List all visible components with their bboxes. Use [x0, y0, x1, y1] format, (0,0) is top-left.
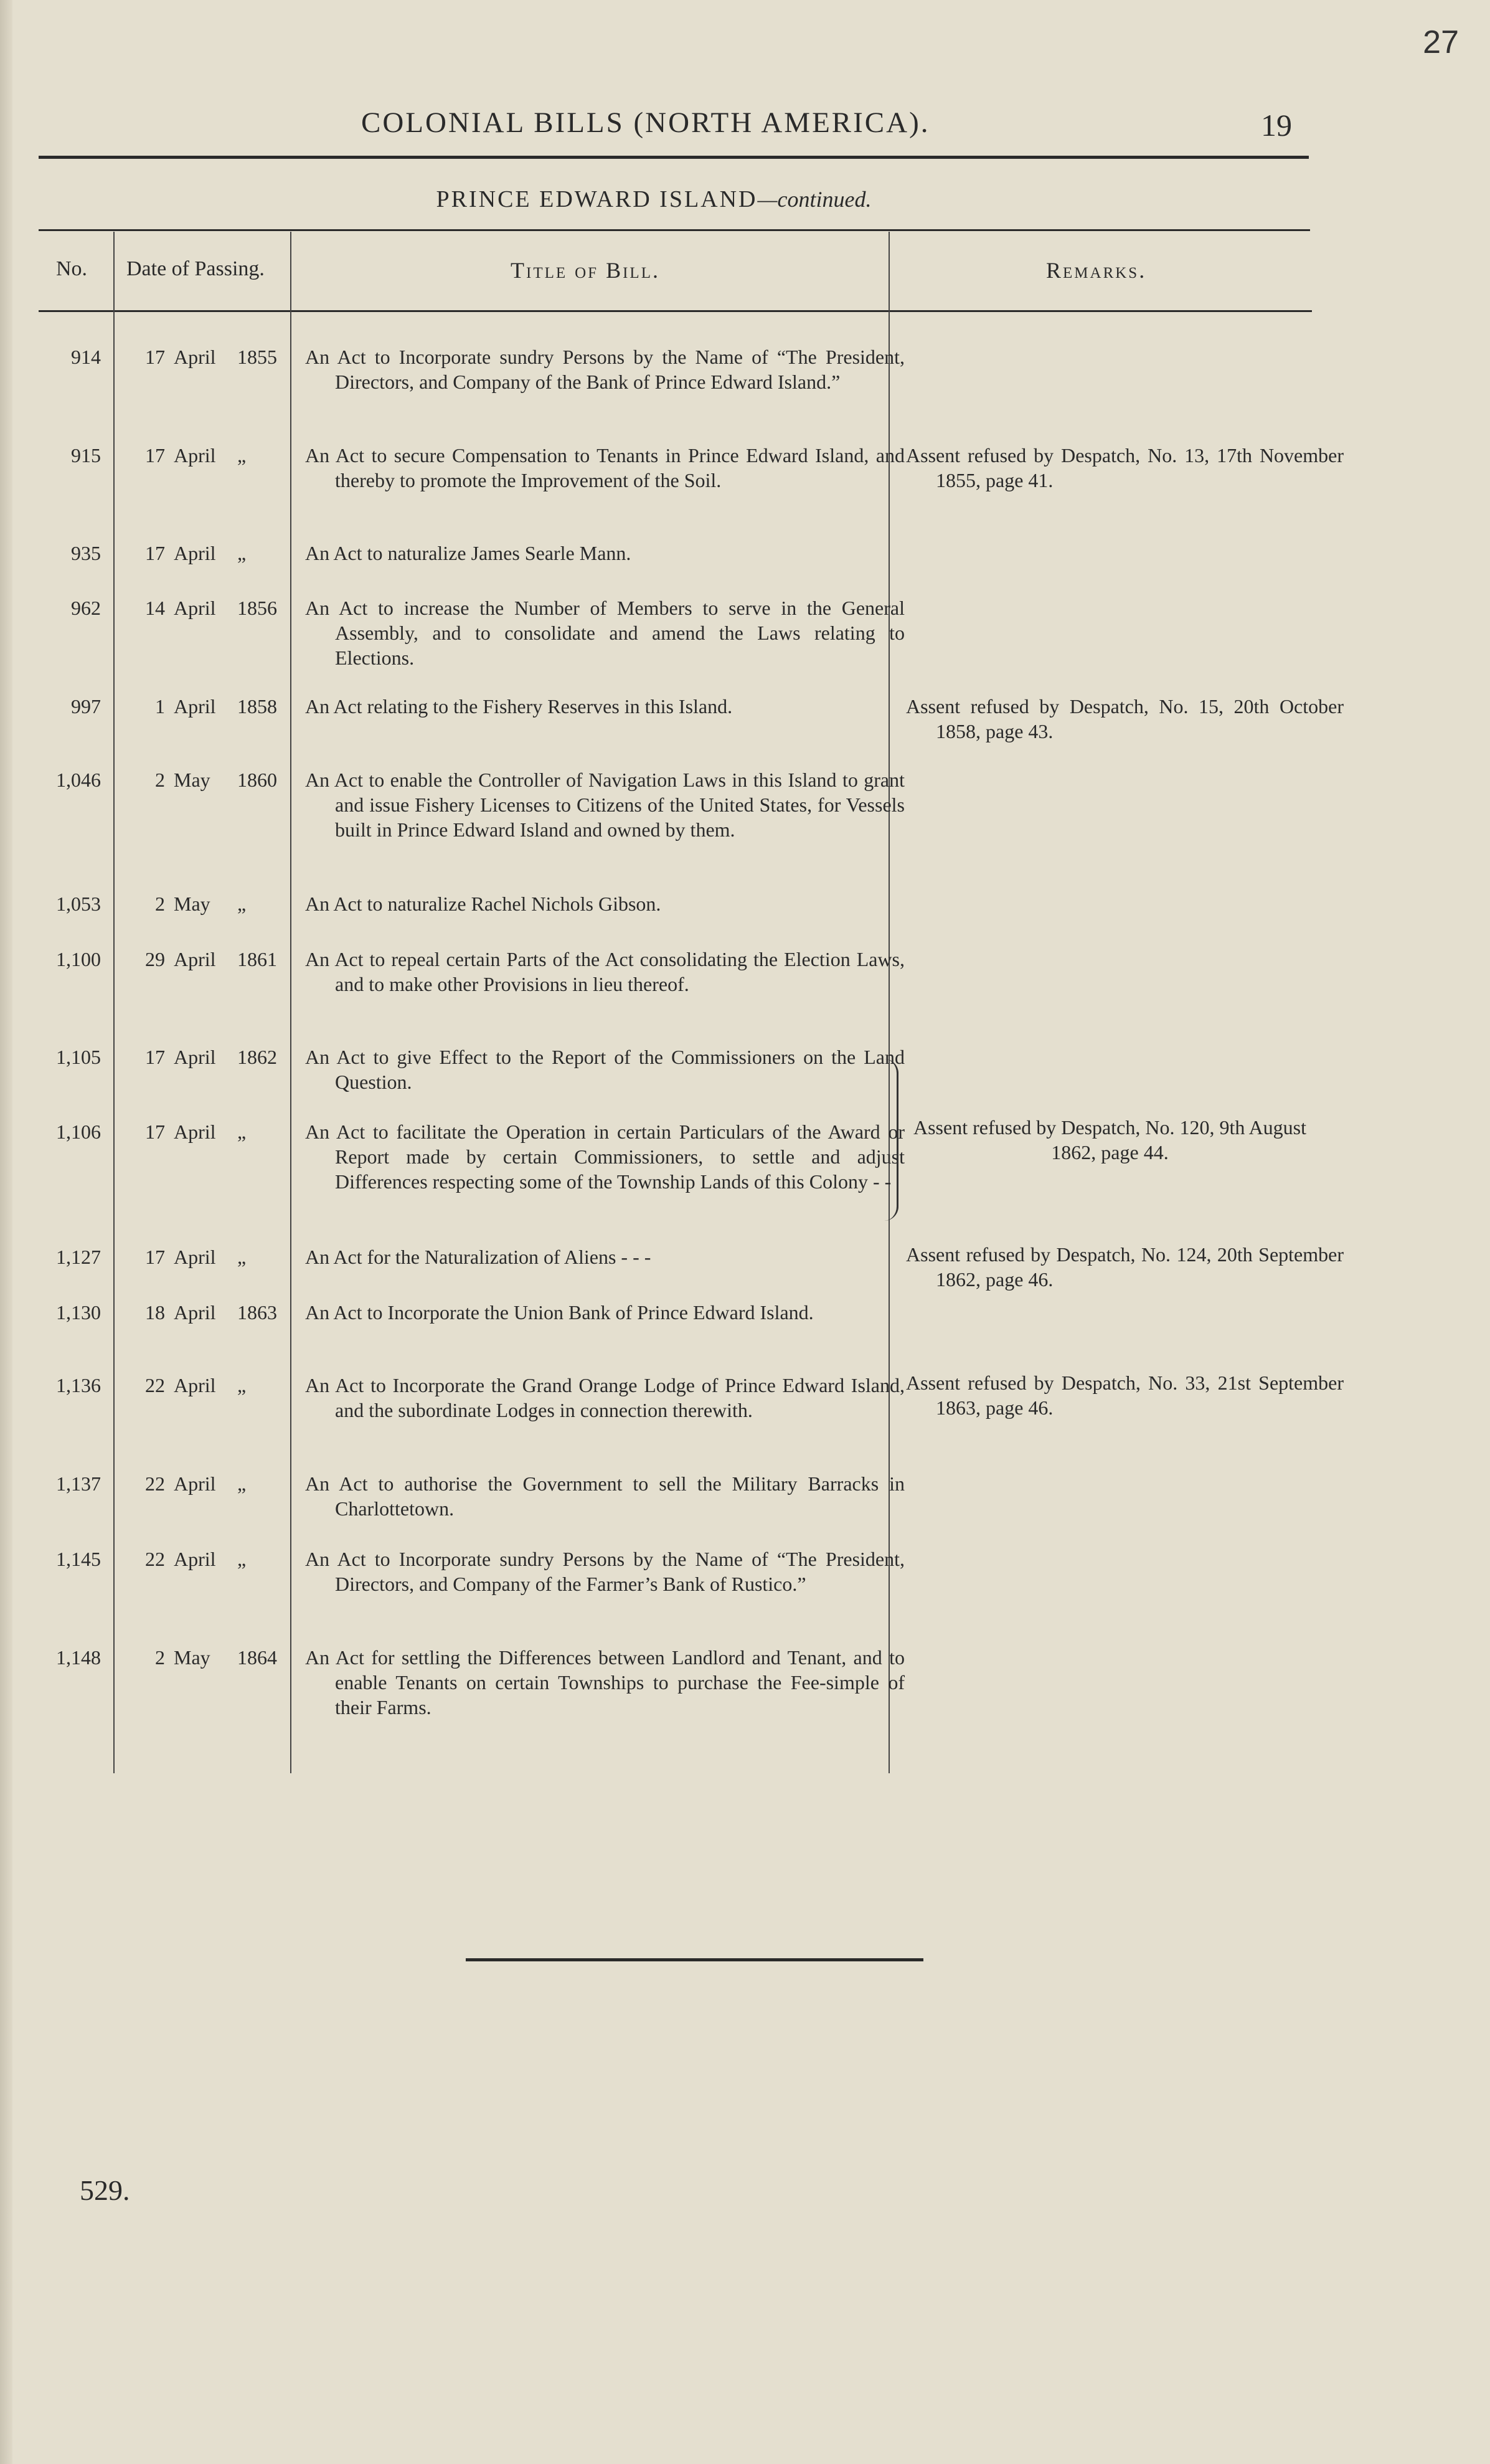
row-year: 1862 — [237, 1046, 277, 1068]
brace-title — [884, 1059, 898, 1221]
row-day: 1 — [155, 695, 165, 718]
row-year: „ — [237, 1121, 247, 1143]
row-number: 962 — [71, 597, 101, 619]
column-header-date: Date of Passing. — [126, 257, 265, 280]
row-year: 1855 — [237, 346, 277, 368]
row-month: May — [174, 1646, 210, 1669]
section-title-text: PRINCE EDWARD ISLAND — [436, 186, 758, 212]
row-remark: Assent refused by Despatch, No. 124, 20th September 1862, page 46. — [906, 1243, 1344, 1291]
row-month: April — [174, 695, 216, 718]
row-title: An Act to facilitate the Operation in certain Particulars of the Award or Report made by certain Commissioners, to settle and adjust Differences respecting some of the Township Lands of this Colony - - — [305, 1121, 905, 1193]
row-year: „ — [237, 1246, 247, 1268]
row-month: April — [174, 1121, 216, 1143]
row-date — [125, 767, 280, 792]
row-date — [125, 1547, 280, 1571]
row-number: 997 — [71, 695, 101, 718]
row-date — [125, 1471, 280, 1496]
row-number: 1,148 — [56, 1646, 101, 1669]
row-number: 1,145 — [56, 1548, 101, 1570]
row-day: 17 — [145, 1046, 165, 1068]
row-date — [125, 1045, 280, 1069]
row-title: An Act to naturalize James Searle Mann. — [305, 542, 631, 564]
row-title: An Act relating to the Fishery Reserves in this Island. — [305, 695, 733, 718]
row-number: 915 — [71, 444, 101, 467]
section-title — [0, 186, 1308, 213]
row-number: 1,100 — [56, 948, 101, 970]
column-divider-1 — [113, 232, 115, 1773]
row-year: „ — [237, 893, 247, 915]
row-year: „ — [237, 542, 247, 564]
row-day: 22 — [145, 1548, 165, 1570]
row-title: An Act to authorise the Government to sell the Military Barracks in Charlottetown. — [305, 1472, 905, 1520]
row-month: April — [174, 597, 216, 619]
row-number: 1,046 — [56, 769, 101, 791]
running-head: COLONIAL BILLS (NORTH AMERICA). — [361, 107, 930, 139]
row-month: April — [174, 1301, 216, 1324]
row-remark: Assent refused by Despatch, No. 120, 9th August 1862, page 44. — [913, 1116, 1307, 1163]
column-header-no: No. — [56, 257, 88, 280]
row-title: An Act to Incorporate sundry Persons by the Name of “The President, Directors, and Company of the Bank of Prince Edward Island.” — [305, 346, 905, 393]
row-remark: Assent refused by Despatch, No. 13, 17th November 1855, page 41. — [906, 444, 1344, 491]
row-year: 1861 — [237, 948, 277, 970]
row-month: April — [174, 1548, 216, 1570]
row-number: 1,105 — [56, 1046, 101, 1068]
row-month: April — [174, 1046, 216, 1068]
row-year: 1858 — [237, 695, 277, 718]
row-month: April — [174, 948, 216, 970]
row-date — [125, 344, 280, 369]
row-title: An Act to naturalize Rachel Nichols Gibson. — [305, 893, 661, 915]
table-head-rule — [39, 310, 1312, 312]
row-number: 1,137 — [56, 1472, 101, 1495]
row-month: April — [174, 346, 216, 368]
row-title: An Act to secure Compensation to Tenants in Prince Edward Island, and thereby to promote the Improvement of the Soil. — [305, 444, 905, 491]
row-number: 1,106 — [56, 1121, 101, 1143]
row-year: 1856 — [237, 597, 277, 619]
row-title: An Act to give Effect to the Report of the Commissioners on the Land Question. — [305, 1046, 905, 1093]
row-month: April — [174, 1374, 216, 1396]
row-title: An Act for the Naturalization of Aliens - - - — [305, 1246, 651, 1268]
row-day: 29 — [145, 948, 165, 970]
row-number: 935 — [71, 542, 101, 564]
row-title: An Act to repeal certain Parts of the Act consolidating the Election Laws, and to make other Provisions in lieu thereof. — [305, 948, 905, 995]
row-day: 22 — [145, 1374, 165, 1396]
row-title: An Act to Incorporate sundry Persons by the Name of “The President, Directors, and Company of the Farmer’s Bank of Rustico.” — [305, 1548, 905, 1595]
row-day: 17 — [145, 1121, 165, 1143]
row-month: April — [174, 1472, 216, 1495]
row-day: 2 — [155, 769, 165, 791]
row-date — [125, 1119, 280, 1144]
section-title-suffix: —continued. — [757, 187, 872, 212]
row-remark: Assent refused by Despatch, No. 33, 21st September 1863, page 46. — [906, 1372, 1344, 1419]
row-date — [125, 1373, 280, 1398]
row-title: An Act to Incorporate the Union Bank of Prince Edward Island. — [305, 1301, 814, 1324]
row-title: An Act to increase the Number of Members to serve in the General Assembly, and to consolidate and amend the Laws relating to Elections. — [305, 597, 905, 669]
row-date — [125, 541, 280, 566]
page-number: 19 — [1261, 108, 1292, 143]
row-year: „ — [237, 1472, 247, 1495]
row-day: 17 — [145, 542, 165, 564]
row-year: „ — [237, 444, 247, 467]
row-date — [125, 1645, 280, 1670]
header-rule — [39, 156, 1309, 159]
row-year: „ — [237, 1548, 247, 1570]
row-title: An Act to Incorporate the Grand Orange Lodge of Prince Edward Island, and the subordinate Lodges in connection therewith. — [305, 1374, 905, 1421]
row-date — [125, 891, 280, 916]
row-date — [125, 443, 280, 468]
row-year: 1864 — [237, 1646, 277, 1669]
table-top-rule — [39, 229, 1310, 231]
corner-page-number: 27 — [1423, 24, 1459, 60]
row-day: 17 — [145, 346, 165, 368]
row-date — [125, 1300, 280, 1325]
row-number: 1,136 — [56, 1374, 101, 1396]
row-month: April — [174, 444, 216, 467]
row-month: April — [174, 1246, 216, 1268]
row-day: 17 — [145, 1246, 165, 1268]
page-edge — [0, 0, 12, 2464]
row-day: 2 — [155, 893, 165, 915]
row-remark: Assent refused by Despatch, No. 15, 20th October 1858, page 43. — [906, 695, 1344, 742]
row-day: 14 — [145, 597, 165, 619]
row-day: 2 — [155, 1646, 165, 1669]
row-number: 1,053 — [56, 893, 101, 915]
row-number: 914 — [71, 346, 101, 368]
row-year: „ — [237, 1374, 247, 1396]
row-year: 1860 — [237, 769, 277, 791]
row-day: 18 — [145, 1301, 165, 1324]
column-divider-2 — [290, 232, 291, 1773]
row-number: 1,130 — [56, 1301, 101, 1324]
row-day: 22 — [145, 1472, 165, 1495]
column-header-title: Title of Bill. — [511, 258, 660, 283]
row-date — [125, 947, 280, 972]
row-title: An Act to enable the Controller of Navigation Laws in this Island to grant and issue Fishery Licenses to Citizens of the United States, for Vessels built in Prince Edward Island and owned by them. — [305, 769, 905, 841]
row-month: May — [174, 893, 210, 915]
row-day: 17 — [145, 444, 165, 467]
row-month: May — [174, 769, 210, 791]
column-header-remarks: Remarks. — [1046, 258, 1147, 283]
row-date — [125, 595, 280, 620]
signature-number: 529. — [80, 2174, 130, 2206]
row-title: An Act for settling the Differences between Landlord and Tenant, and to enable Tenants on certain Townships to purchase the Fee-simple of their Farms. — [305, 1646, 905, 1718]
row-date — [125, 1244, 280, 1269]
row-year: 1863 — [237, 1301, 277, 1324]
row-month: April — [174, 542, 216, 564]
row-number: 1,127 — [56, 1246, 101, 1268]
closing-rule — [466, 1958, 923, 1961]
row-date — [125, 694, 280, 719]
